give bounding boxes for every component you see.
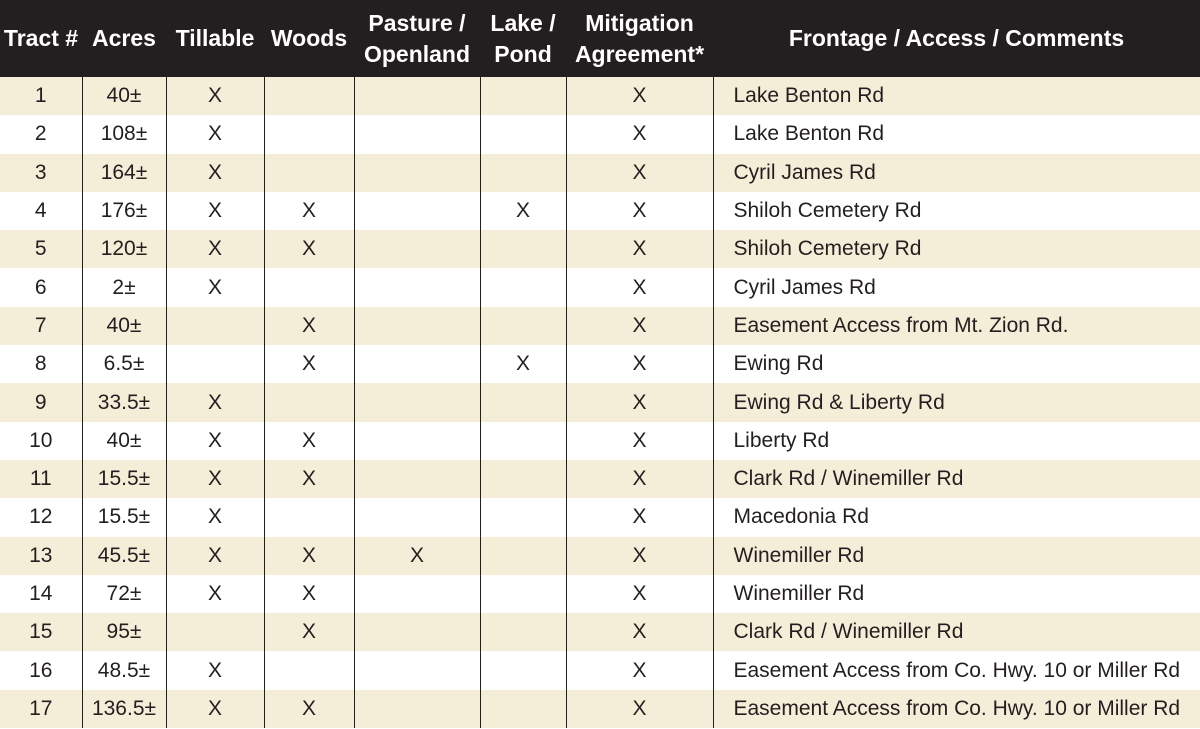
table-row xyxy=(0,422,1200,460)
pasture-openland-mark xyxy=(354,575,480,613)
header-label-line: Tract # xyxy=(3,25,79,51)
woods-mark xyxy=(264,154,354,192)
pasture-openland-mark xyxy=(354,268,480,306)
header-label-line: Woods xyxy=(270,25,348,51)
table-row xyxy=(0,77,1200,115)
frontage-comments-cell: Liberty Rd xyxy=(713,422,1200,460)
lake-pond-mark xyxy=(480,307,566,345)
frontage-comments-cell: Lake Benton Rd xyxy=(713,115,1200,153)
header-label-line: Tillable xyxy=(175,25,255,51)
pasture-openland-mark xyxy=(354,115,480,153)
header-woods xyxy=(264,0,354,77)
tract-number-cell: 5 xyxy=(34,237,47,261)
woods-mark: X xyxy=(264,575,354,613)
acres-cell: 108± xyxy=(82,115,166,153)
tract-number-cell: 17 xyxy=(29,696,53,720)
mitigation-agreement-mark: X xyxy=(566,690,713,728)
woods-mark xyxy=(264,115,354,153)
frontage-comments-cell: Ewing Rd & Liberty Rd xyxy=(713,383,1200,421)
pasture-openland-mark xyxy=(354,651,480,689)
header-label-line: Openland xyxy=(363,40,471,67)
tract-number-cell: 2 xyxy=(34,122,47,146)
header-label-line: Lake / xyxy=(490,9,556,36)
acres-cell: 2± xyxy=(82,268,166,306)
pasture-openland-mark xyxy=(354,307,480,345)
header-tillable xyxy=(166,0,264,77)
mitigation-agreement-mark: X xyxy=(566,230,713,268)
woods-mark: X xyxy=(264,422,354,460)
mitigation-agreement-mark: X xyxy=(566,192,713,230)
woods-mark xyxy=(264,383,354,421)
pasture-openland-mark xyxy=(354,690,480,728)
woods-mark: X xyxy=(264,307,354,345)
frontage-comments-cell: Easement Access from Co. Hwy. 10 or Miller Rd xyxy=(713,690,1200,728)
tillable-mark: X xyxy=(166,651,264,689)
acres-cell: 164± xyxy=(82,154,166,192)
tillable-mark xyxy=(166,345,264,383)
tillable-mark: X xyxy=(166,154,264,192)
frontage-comments-cell: Clark Rd / Winemiller Rd xyxy=(713,613,1200,651)
woods-mark: X xyxy=(264,690,354,728)
tillable-mark: X xyxy=(166,77,264,115)
tillable-mark: X xyxy=(166,230,264,268)
mitigation-agreement-mark: X xyxy=(566,307,713,345)
table-row xyxy=(0,383,1200,421)
tract-number-cell: 3 xyxy=(34,160,47,184)
mitigation-agreement-mark: X xyxy=(566,575,713,613)
tract-number-cell: 6 xyxy=(34,275,47,299)
acres-cell: 40± xyxy=(82,77,166,115)
woods-mark: X xyxy=(264,613,354,651)
header-mitigation-agreement xyxy=(566,0,713,77)
frontage-comments-cell: Easement Access from Co. Hwy. 10 or Miller Rd xyxy=(713,651,1200,689)
table-header xyxy=(0,0,1200,77)
frontage-comments-cell: Cyril James Rd xyxy=(713,154,1200,192)
table-row xyxy=(0,230,1200,268)
woods-mark xyxy=(264,268,354,306)
frontage-comments-cell: Clark Rd / Winemiller Rd xyxy=(713,460,1200,498)
table-row xyxy=(0,192,1200,230)
tract-number-cell: 10 xyxy=(29,428,53,452)
frontage-comments-cell: Shiloh Cemetery Rd xyxy=(713,192,1200,230)
header-pasture-openland xyxy=(354,0,480,77)
woods-mark: X xyxy=(264,537,354,575)
pasture-openland-mark xyxy=(354,422,480,460)
pasture-openland-mark xyxy=(354,383,480,421)
header-frontage-access-comments xyxy=(713,0,1200,77)
mitigation-agreement-mark: X xyxy=(566,383,713,421)
tillable-mark xyxy=(166,307,264,345)
acres-cell: 15.5± xyxy=(82,498,166,536)
header-lake-pond xyxy=(480,0,566,77)
pasture-openland-mark xyxy=(354,154,480,192)
lake-pond-mark xyxy=(480,77,566,115)
woods-mark: X xyxy=(264,460,354,498)
tract-number-cell: 15 xyxy=(29,620,53,644)
table-row xyxy=(0,575,1200,613)
header-label-line: Agreement* xyxy=(574,40,705,67)
pasture-openland-mark xyxy=(354,613,480,651)
table-row xyxy=(0,651,1200,689)
lake-pond-mark xyxy=(480,498,566,536)
mitigation-agreement-mark: X xyxy=(566,422,713,460)
table-row xyxy=(0,268,1200,306)
woods-mark xyxy=(264,651,354,689)
tract-number-cell: 14 xyxy=(29,582,53,605)
lake-pond-mark xyxy=(480,230,566,268)
tract-number-cell: 16 xyxy=(29,658,53,682)
frontage-comments-cell: Easement Access from Mt. Zion Rd. xyxy=(713,307,1200,345)
header-label-line: Pasture / xyxy=(368,9,466,36)
lake-pond-mark xyxy=(480,422,566,460)
tract-number-cell: 4 xyxy=(34,199,47,223)
acres-cell: 120± xyxy=(82,230,166,268)
mitigation-agreement-mark: X xyxy=(566,537,713,575)
pasture-openland-mark: X xyxy=(354,537,480,575)
tract-number-cell: 7 xyxy=(34,313,47,337)
header-label-line: Acres xyxy=(92,25,156,51)
header-label-line: Frontage / Access / Comments xyxy=(788,25,1125,51)
lake-pond-mark xyxy=(480,651,566,689)
header-label-line: Pond xyxy=(494,40,552,67)
acres-cell: 176± xyxy=(82,192,166,230)
lake-pond-mark xyxy=(480,537,566,575)
acres-cell: 45.5± xyxy=(82,537,166,575)
lake-pond-mark: X xyxy=(480,345,566,383)
header-label-line: Mitigation xyxy=(585,9,694,36)
woods-mark xyxy=(264,498,354,536)
pasture-openland-mark xyxy=(354,77,480,115)
tract-number-cell: 9 xyxy=(34,390,47,414)
frontage-comments-cell: Lake Benton Rd xyxy=(713,77,1200,115)
tract-number-cell: 8 xyxy=(34,352,47,376)
tillable-mark: X xyxy=(166,537,264,575)
mitigation-agreement-mark: X xyxy=(566,651,713,689)
tract-number-cell: 13 xyxy=(29,543,53,567)
mitigation-agreement-mark: X xyxy=(566,77,713,115)
table-row xyxy=(0,460,1200,498)
table-body xyxy=(0,77,1200,728)
acres-cell: 40± xyxy=(82,307,166,345)
lake-pond-mark xyxy=(480,613,566,651)
pasture-openland-mark xyxy=(354,230,480,268)
tillable-mark: X xyxy=(166,498,264,536)
lake-pond-mark xyxy=(480,575,566,613)
acres-cell: 15.5± xyxy=(82,460,166,498)
tract-number-cell: 1 xyxy=(34,84,47,108)
frontage-comments-cell: Shiloh Cemetery Rd xyxy=(713,230,1200,268)
mitigation-agreement-mark: X xyxy=(566,345,713,383)
frontage-comments-cell: Winemiller Rd xyxy=(713,575,1200,613)
header-acres xyxy=(82,0,166,77)
mitigation-agreement-mark: X xyxy=(566,115,713,153)
tillable-mark: X xyxy=(166,690,264,728)
acres-cell: 40± xyxy=(82,422,166,460)
table-row xyxy=(0,154,1200,192)
lake-pond-mark xyxy=(480,690,566,728)
table-row xyxy=(0,345,1200,383)
tillable-mark: X xyxy=(166,383,264,421)
woods-mark xyxy=(264,77,354,115)
lake-pond-mark: X xyxy=(480,192,566,230)
tillable-mark: X xyxy=(166,422,264,460)
table-row xyxy=(0,537,1200,575)
tillable-mark: X xyxy=(166,115,264,153)
woods-mark: X xyxy=(264,230,354,268)
acres-cell: 136.5± xyxy=(82,690,166,728)
table-row xyxy=(0,690,1200,728)
frontage-comments-cell: Cyril James Rd xyxy=(713,268,1200,306)
acres-cell: 95± xyxy=(82,613,166,651)
mitigation-agreement-mark: X xyxy=(566,613,713,651)
woods-mark: X xyxy=(264,192,354,230)
header-row xyxy=(0,0,1200,77)
table-row xyxy=(0,613,1200,651)
tillable-mark: X xyxy=(166,268,264,306)
table-row xyxy=(0,498,1200,536)
pasture-openland-mark xyxy=(354,192,480,230)
acres-cell: 33.5± xyxy=(82,383,166,421)
table-row xyxy=(0,307,1200,345)
lake-pond-mark xyxy=(480,383,566,421)
lake-pond-mark xyxy=(480,115,566,153)
pasture-openland-mark xyxy=(354,345,480,383)
acres-cell: 72± xyxy=(82,575,166,613)
frontage-comments-cell: Winemiller Rd xyxy=(713,537,1200,575)
acres-cell: 6.5± xyxy=(82,345,166,383)
tillable-mark xyxy=(166,613,264,651)
lake-pond-mark xyxy=(480,154,566,192)
pasture-openland-mark xyxy=(354,460,480,498)
table-row xyxy=(0,115,1200,153)
mitigation-agreement-mark: X xyxy=(566,498,713,536)
lake-pond-mark xyxy=(480,460,566,498)
tillable-mark: X xyxy=(166,575,264,613)
mitigation-agreement-mark: X xyxy=(566,268,713,306)
mitigation-agreement-mark: X xyxy=(566,460,713,498)
tract-number-cell: 12 xyxy=(29,505,53,529)
frontage-comments-cell: Macedonia Rd xyxy=(713,498,1200,536)
tillable-mark: X xyxy=(166,460,264,498)
lake-pond-mark xyxy=(480,268,566,306)
woods-mark: X xyxy=(264,345,354,383)
mitigation-agreement-mark: X xyxy=(566,154,713,192)
tillable-mark: X xyxy=(166,192,264,230)
tract-number-cell: 11 xyxy=(29,467,52,491)
pasture-openland-mark xyxy=(354,498,480,536)
frontage-comments-cell: Ewing Rd xyxy=(713,345,1200,383)
acres-cell: 48.5± xyxy=(82,651,166,689)
header-tract xyxy=(0,0,82,77)
